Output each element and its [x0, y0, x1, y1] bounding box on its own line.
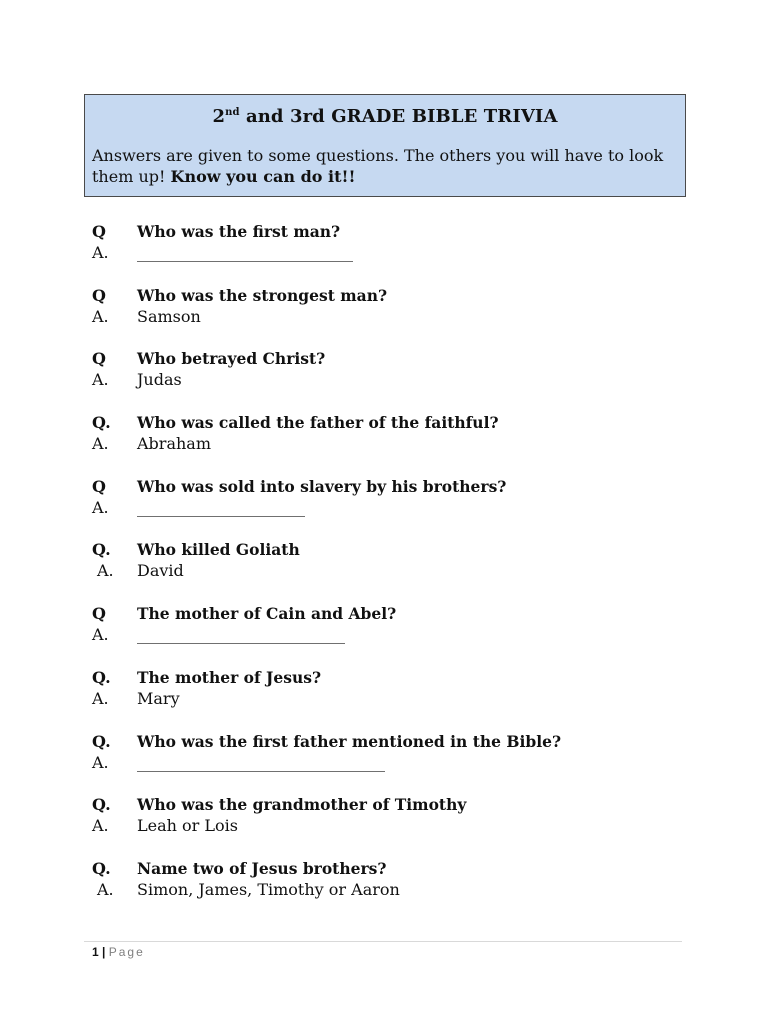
question-prefix: Q [92, 604, 106, 623]
answer-prefix: A. [92, 434, 109, 453]
answer-prefix: A. [92, 307, 109, 326]
answer-prefix: A. [92, 816, 109, 835]
answer-text: Samson [137, 307, 201, 326]
qa-item [0, 732, 770, 776]
question-text: Who was called the father of the faithful? [137, 413, 499, 432]
page-number: 1 [92, 945, 99, 959]
intro-plain: Answers are given to some questions. The others you will have to look them up! [92, 146, 664, 186]
title-superscript: nd [225, 107, 240, 118]
question-prefix: Q [92, 286, 106, 305]
qa-item [0, 668, 770, 712]
qa-item [0, 540, 770, 584]
page-label: Page [108, 945, 145, 959]
qa-item [0, 604, 770, 648]
question-text: Who betrayed Christ? [137, 349, 326, 368]
answer-prefix: A. [92, 753, 109, 772]
answer-prefix: A. [92, 243, 109, 262]
answer-text: Mary [137, 689, 180, 708]
page-title [85, 106, 685, 127]
answer-text: Abraham [137, 434, 211, 453]
qa-item [0, 286, 770, 330]
footer-separator: | [98, 945, 109, 959]
question-text: Who killed Goliath [137, 540, 300, 559]
question-prefix: Q. [92, 859, 111, 878]
qa-item [0, 222, 770, 266]
question-prefix: Q [92, 349, 106, 368]
question-prefix: Q. [92, 413, 111, 432]
qa-item [0, 795, 770, 839]
question-prefix: Q. [92, 540, 111, 559]
footer-divider [84, 941, 682, 942]
answer-prefix: A. [92, 498, 109, 517]
intro-text [92, 145, 682, 187]
answer-blank: _____________________ [137, 498, 305, 517]
question-prefix: Q. [92, 732, 111, 751]
answer-text: Leah or Lois [137, 816, 238, 835]
question-prefix: Q [92, 477, 106, 496]
answer-text: Judas [137, 370, 182, 389]
question-text: Who was the first father mentioned in the Bible? [137, 732, 562, 751]
qa-item [0, 859, 770, 903]
title-box [84, 94, 686, 197]
qa-item [0, 413, 770, 457]
question-prefix: Q. [92, 668, 111, 687]
question-text: The mother of Cain and Abel? [137, 604, 397, 623]
answer-prefix: A. [97, 880, 114, 899]
answer-blank: __________________________ [137, 625, 345, 644]
question-text: Who was the strongest man? [137, 286, 388, 305]
answer-text: David [137, 561, 184, 580]
question-text: Name two of Jesus brothers? [137, 859, 387, 878]
intro-bold: Know you can do it!! [170, 167, 356, 186]
answer-prefix: A. [92, 370, 109, 389]
question-text: Who was the grandmother of Timothy [137, 795, 467, 814]
answer-blank: ___________________________ [137, 243, 353, 262]
answer-text: Simon, James, Timothy or Aaron [137, 880, 400, 899]
question-text: Who was the first man? [137, 222, 341, 241]
qa-item [0, 477, 770, 521]
question-text: The mother of Jesus? [137, 668, 322, 687]
answer-prefix: A. [92, 689, 109, 708]
question-prefix: Q. [92, 795, 111, 814]
title-ordinal: 2 [212, 106, 226, 127]
answer-prefix: A. [97, 561, 114, 580]
question-text: Who was sold into slavery by his brothers? [137, 477, 507, 496]
answer-prefix: A. [92, 625, 109, 644]
answer-blank: _______________________________ [137, 753, 385, 772]
qa-item [0, 349, 770, 393]
question-prefix: Q [92, 222, 106, 241]
page-footer [92, 945, 145, 959]
title-text: and 3rd GRADE BIBLE TRIVIA [239, 106, 558, 127]
